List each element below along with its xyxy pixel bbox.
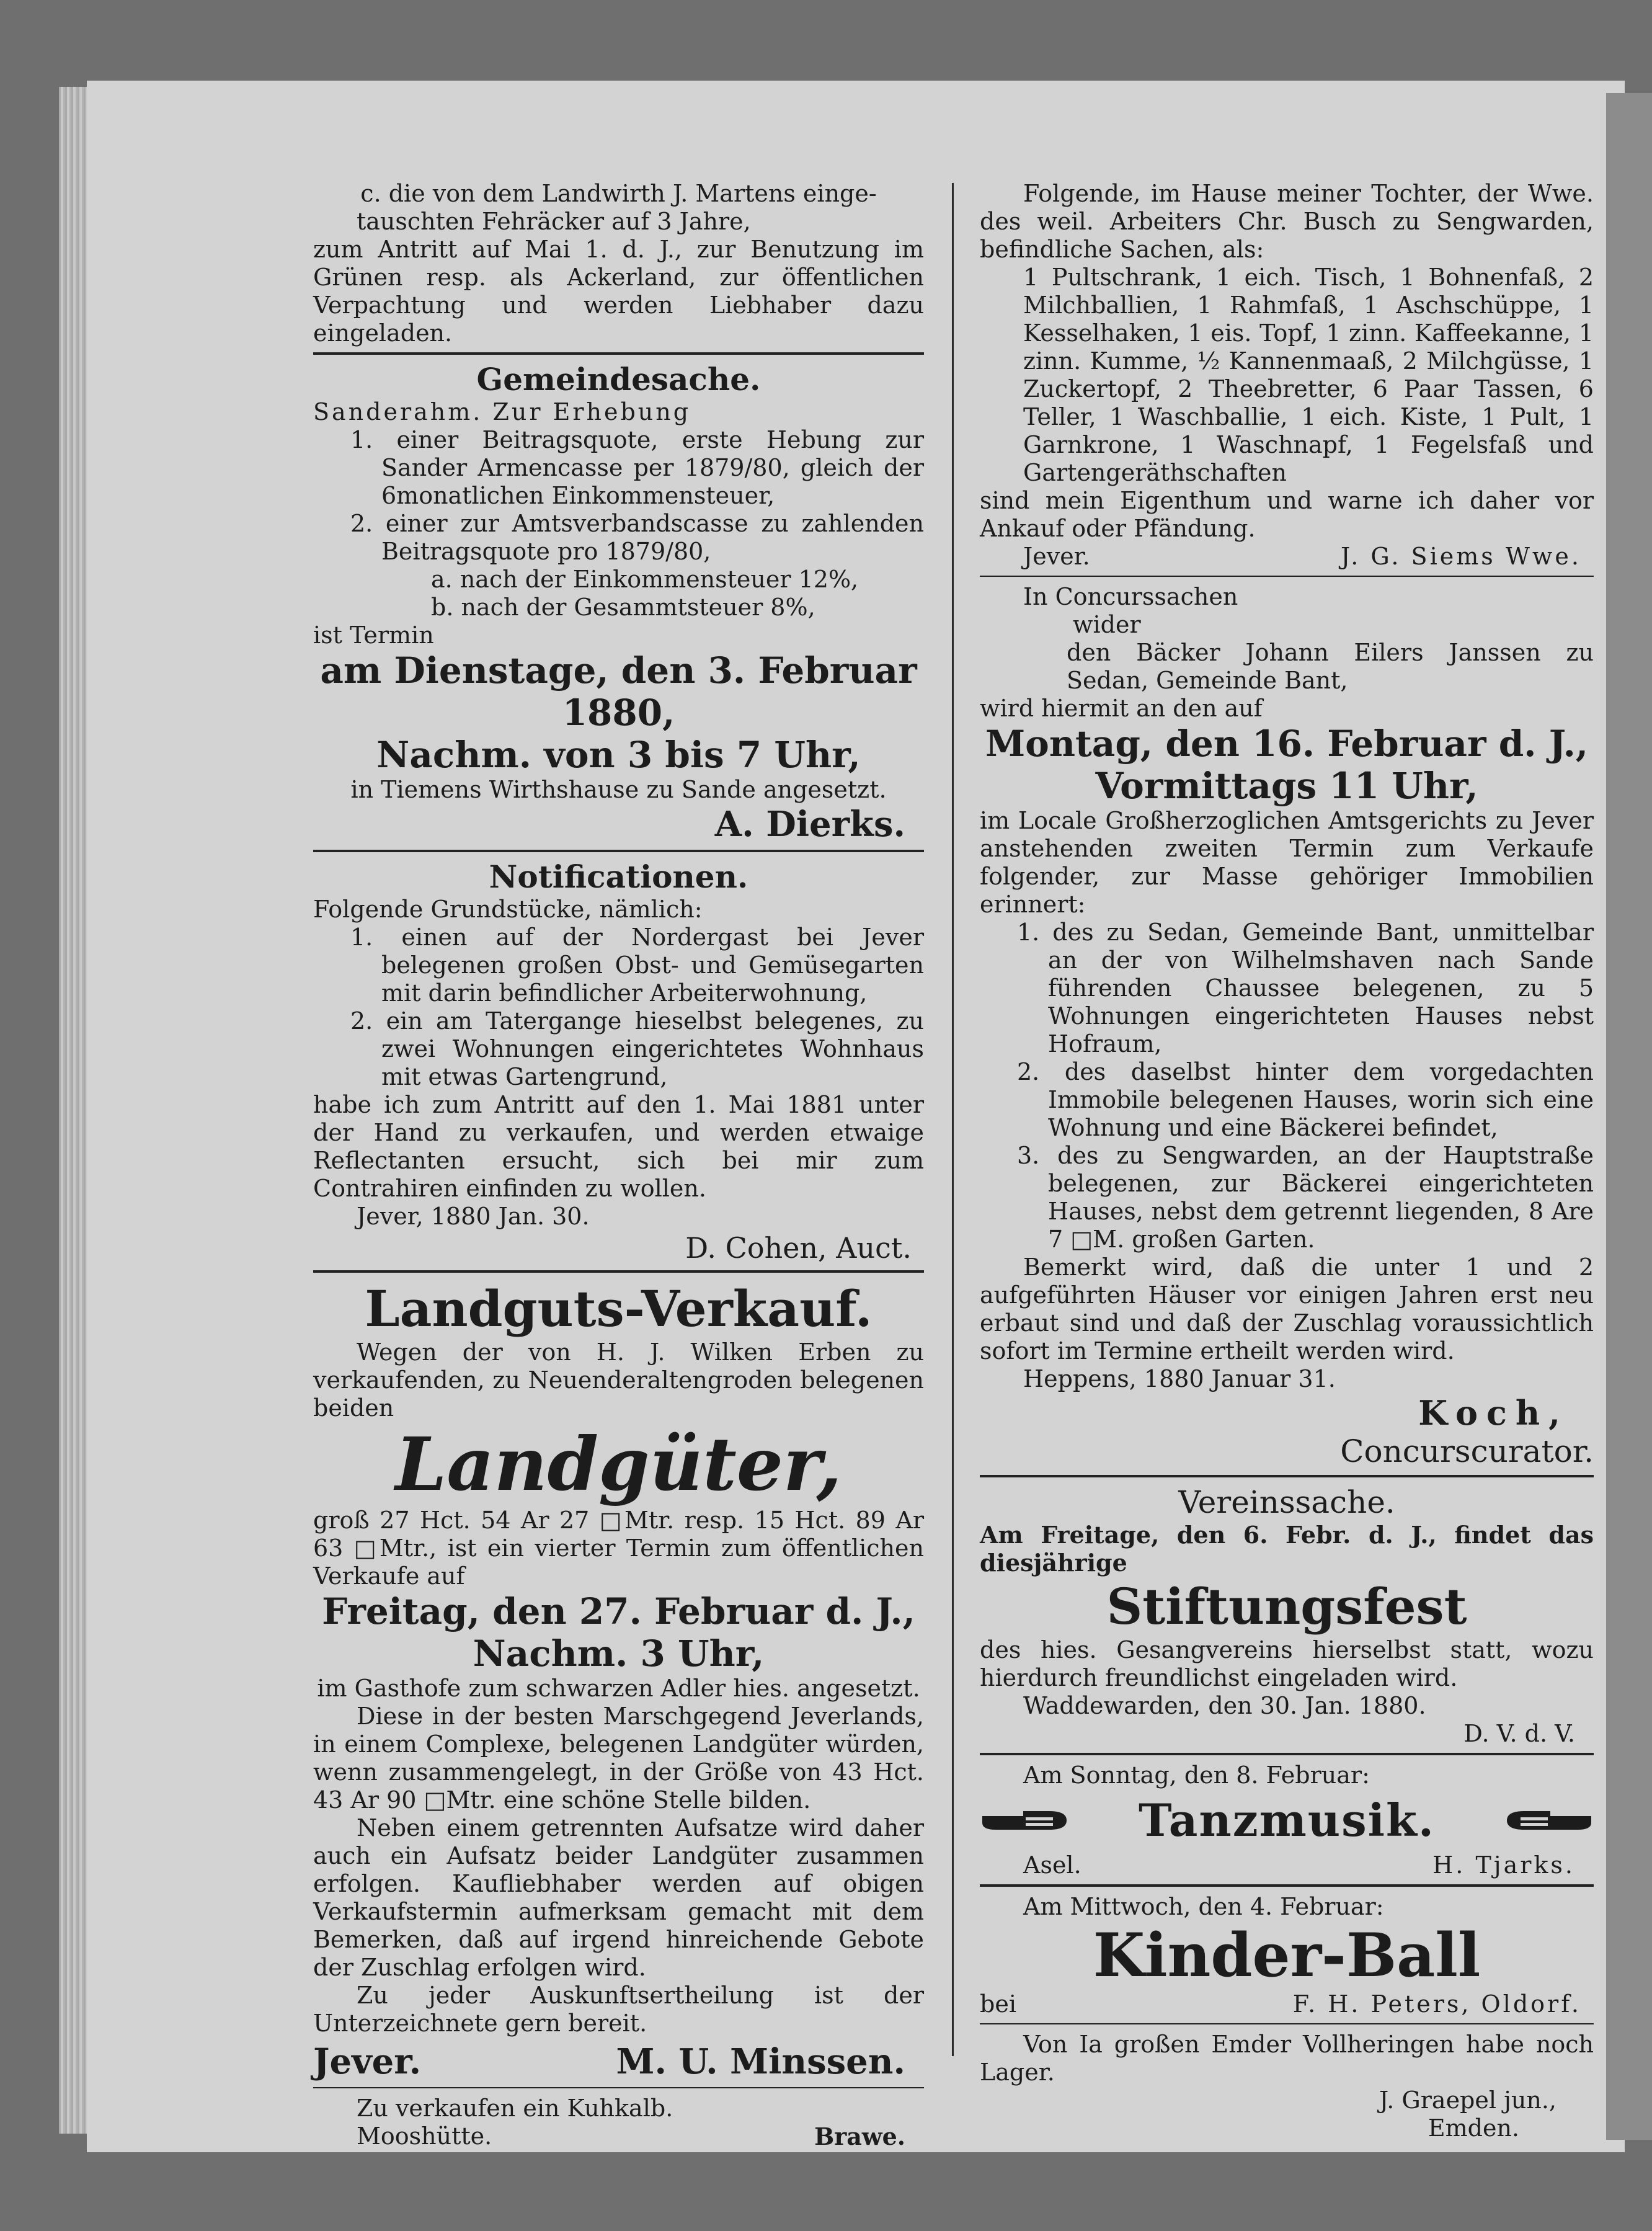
text-line: wider: [1073, 611, 1141, 638]
list-item: 1. einen auf der Nordergast bei Jever belegenen großen Obst- und Gemüsegarten mit darin befindlicher Arbeiterwohnung,: [350, 924, 924, 1007]
signature: J. Graepel jun.,: [1379, 2086, 1557, 2114]
time-headline: Nachm. 3 Uhr,: [473, 1632, 765, 1675]
text-paragraph: Diese in der besten Marschgegend Jeverlands, in einem Complexe, belegenen Landgüter würden, wenn zusammengelegt, in der Größe von 43 Hct. 43 Ar 90 □Mtr. eine schöne Stelle bilden.: [313, 1703, 924, 1814]
ad-notificationen: [313, 858, 924, 1265]
signature: H. Tjarks.: [1432, 1851, 1575, 1879]
signature: F. H. Peters, Oldorf.: [1292, 1990, 1581, 2018]
text-paragraph: habe ich zum Antritt auf den 1. Mai 1881 unter der Hand zu verkaufen, und werden etwaige Reflectanten ersucht, sich bei mir zum Contrahiren einfinden zu wollen.: [313, 1091, 924, 1202]
dateline: Heppens, 1880 Januar 31.: [1023, 1365, 1336, 1392]
text-line: In Concurssachen: [1023, 583, 1238, 610]
signature-row: [980, 1990, 1594, 2018]
dateline: Jever, 1880 Jan. 30.: [357, 1203, 590, 1230]
ad-concurs: [980, 583, 1594, 1470]
text-line: in Tiemens Wirthshause zu Sande angesetzt.: [350, 776, 887, 803]
signature: A. Dierks.: [714, 804, 905, 845]
signature-place: Jever.: [1023, 543, 1090, 570]
pointing-hand-left-icon: [1501, 1804, 1594, 1837]
item-list: 1 Pultschrank, 1 eich. Tisch, 1 Bohnenfaß, 2 Milchballien, 1 Rahmfaß, 1 Aschschüppe, 1 Kesselhaken, 1 eis. Topf, 1 zinn. Kaffeekanne, 1 zinn. Kumme, ½ Kannenmaaß, 2 Milchgüsse, 1 Zuckertopf, 2 Theebretter, 6 Paar Tassen, 6 Teller, 1 Waschballie, 1 eich. Kiste, 1 Pult, 1 Garnkrone, 1 Waschnapf, 1 Fegelsfaß und Gartengeräthschaften: [1023, 264, 1594, 486]
list-item: 2. einer zur Amtsverbandscasse zu zahlenden Beitragsquote pro 1879/80,: [350, 510, 924, 565]
list-item: 2. des daselbst hinter dem vorgedachten Immobile belegenen Hauses, worin sich eine Wohnung und eine Bäckerei befindet,: [1017, 1058, 1594, 1141]
signature: J. G. Siems Wwe.: [1340, 543, 1581, 570]
ad-gemeindesache: [313, 361, 924, 845]
ad-vereinssache: [980, 1484, 1594, 1748]
signature-place: Asel.: [1023, 1851, 1081, 1879]
ad-kinder-ball: [980, 1893, 1594, 2018]
list-item: 2. ein am Tatergange hieselbst belegenes, zu zwei Wohnungen eingerichtetes Wohnhaus mit etwas Gartengrund,: [350, 1007, 924, 1090]
signature: Koch,: [1418, 1393, 1569, 1433]
headline-landgueter: Landgüter,: [395, 1421, 842, 1507]
ad-vollheringe: [980, 2031, 1594, 2142]
ad-verpachtung: [313, 180, 924, 347]
section-title: Landguts-Verkauf.: [365, 1280, 873, 1338]
separator: [980, 1475, 1594, 1477]
text-paragraph: zum Antritt auf Mai 1. d. J., zur Benutzung im Grünen resp. als Ackerland, zur öffentlichen Verpachtung und werden Liebhaber dazu eingeladen.: [313, 236, 924, 347]
text-line: tauschten Fehräcker auf 3 Jahre,: [357, 208, 751, 235]
list-subitem: a. nach der Einkommensteuer 12%,: [431, 566, 859, 593]
tanzmusik-row: [980, 1794, 1594, 1846]
signature-place: Jever.: [313, 2041, 422, 2082]
text-paragraph: Von Ia großen Emder Vollheringen habe noch Lager.: [980, 2031, 1594, 2086]
signature-row: [980, 543, 1594, 571]
separator: [313, 352, 924, 355]
list-subitem: b. nach der Gesammtsteuer 8%,: [431, 594, 815, 621]
text-line: Sanderahm. Zur Erhebung: [313, 398, 691, 425]
dateline: Waddewarden, den 30. Jan. 1880.: [1023, 1692, 1426, 1719]
signature-place: Emden.: [1428, 2114, 1519, 2142]
signature-title: Concurscurator.: [1340, 1433, 1594, 1469]
text-line: Folgende Grundstücke, nämlich:: [313, 896, 703, 923]
signature: D. V. d. V.: [1463, 1720, 1575, 1747]
right-column: [980, 180, 1594, 2142]
text-line: im Gasthofe zum schwarzen Adler hies. angesetzt.: [317, 1675, 920, 1702]
list-item: 1. einer Beitragsquote, erste Hebung zur Sander Armencasse per 1879/80, gleich der 6monatlichen Einkommensteuer,: [350, 426, 924, 509]
text-paragraph: im Locale Großherzoglichen Amtsgerichts zu Jever anstehenden zweiten Termin zum Verkaufe folgender, zur Masse gehöriger Immobilien erinnert:: [980, 807, 1594, 918]
text-line: c. die von dem Landwirth J. Martens einge-: [360, 180, 877, 207]
separator: [313, 850, 924, 852]
separator: [980, 576, 1594, 577]
text-paragraph: sind mein Eigenthum und warne ich daher vor Ankauf oder Pfändung.: [980, 487, 1594, 542]
date-headline: Montag, den 16. Februar d. J.,: [985, 723, 1589, 765]
ad-landguts-verkauf: [313, 1279, 924, 2082]
text-line: bei: [980, 1990, 1016, 2018]
column-divider: [952, 183, 954, 2056]
text-paragraph: Wegen der von H. J. Wilken Erben zu verkaufenden, zu Neuenderaltengroden belegenen beiden: [313, 1338, 924, 1422]
text-paragraph: Folgende, im Hause meiner Tochter, der Wwe. des weil. Arbeiters Chr. Busch zu Sengwarden, befindliche Sachen, als:: [980, 180, 1594, 263]
section-title: Gemeindesache.: [476, 361, 761, 398]
text-paragraph: den Bäcker Johann Eilers Janssen zu Sedan, Gemeinde Bant,: [1067, 639, 1594, 694]
separator: [980, 1753, 1594, 1755]
separator: [980, 1884, 1594, 1887]
separator: [980, 2023, 1594, 2024]
ad-kuhkalb: [313, 2095, 924, 2150]
text-paragraph: Zu jeder Auskunftsertheilung ist der Unterzeichnete gern bereit.: [313, 1982, 924, 2037]
binding-shadow: [1606, 93, 1652, 2140]
text-line: Zu verkaufen ein Kuhkalb.: [357, 2095, 673, 2122]
signature: M. U. Minssen.: [616, 2041, 905, 2082]
time-headline: Vormittags 11 Uhr,: [1095, 765, 1478, 807]
pointing-hand-right-icon: [980, 1804, 1073, 1837]
text-paragraph: des hies. Gesangvereins hierselbst statt, wozu hierdurch freundlichst eingeladen wird.: [980, 1636, 1594, 1691]
ad-tanzmusik: [980, 1761, 1594, 1879]
text-line: wird hiermit an den auf: [980, 695, 1263, 722]
headline-tanzmusik: Tanzmusik.: [1139, 1794, 1435, 1846]
headline-stiftungsfest: Stiftungsfest: [1106, 1577, 1467, 1636]
list-item: 1. des zu Sedan, Gemeinde Bant, unmittelbar an der von Wilhelmshaven nach Sande führenden Chaussee belegenen, zu 5 Wohnungen eingerichteten Hauses nebst Hofraum,: [1017, 919, 1594, 1058]
ad-siems: [980, 180, 1594, 571]
signature: D. Cohen, Auct.: [685, 1231, 912, 1265]
date-headline: Freitag, den 27. Februar d. J.,: [322, 1590, 915, 1632]
section-title: Notificationen.: [489, 858, 748, 895]
text-paragraph: groß 27 Hct. 54 Ar 27 □Mtr. resp. 15 Hct. 89 Ar 63 □Mtr., ist ein vierter Termin zum öffentlichen Verkaufe auf: [313, 1507, 924, 1590]
text-paragraph: Neben einem getrennten Aufsatze wird daher auch ein Aufsatz beider Landgüter zusammen erfolgen. Kaufliebhaber werden auf obigen Verkaufstermin aufmerksam gemacht mit dem Bemerken, daß auf irgend hinreichende Gebote der Zuschlag erfolgen wird.: [313, 1814, 924, 1981]
signature-row: [313, 2041, 924, 2082]
text-line: Am Mittwoch, den 4. Februar:: [1023, 1893, 1384, 1920]
date-headline: am Dienstage, den 3. Februar 1880,: [320, 649, 917, 734]
signature: Brawe.: [814, 2122, 905, 2150]
text-line: Am Sonntag, den 8. Februar:: [1023, 1761, 1370, 1789]
time-headline: Nachm. von 3 bis 7 Uhr,: [376, 734, 861, 776]
headline-kinder-ball: Kinder-Ball: [1093, 1920, 1481, 1990]
signature-place: Mooshütte.: [357, 2122, 492, 2150]
text-paragraph: Bemerkt wird, daß die unter 1 und 2 aufgeführten Häuser vor einigen Jahren erst neu erbaut sind und daß der Zuschlag voraussichtlich sofort im Termine ertheilt werden wird.: [980, 1254, 1594, 1365]
separator: [313, 2087, 924, 2088]
left-column: [313, 180, 924, 2150]
signature-row: [313, 2122, 924, 2150]
section-title: Vereinssache.: [1178, 1484, 1395, 1520]
list-item: 3. des zu Sengwarden, an der Hauptstraße belegenen, zur Bäckerei eingerichteten Hauses, nebst dem getrennt liegenden, 8 Are 7 □M. großen Garten.: [1017, 1142, 1594, 1253]
text-line: Am Freitage, den 6. Febr. d. J., findet das diesjährige: [980, 1521, 1594, 1577]
signature-row: [980, 1851, 1594, 1879]
text-line: ist Termin: [313, 621, 434, 649]
separator: [313, 1270, 924, 1273]
